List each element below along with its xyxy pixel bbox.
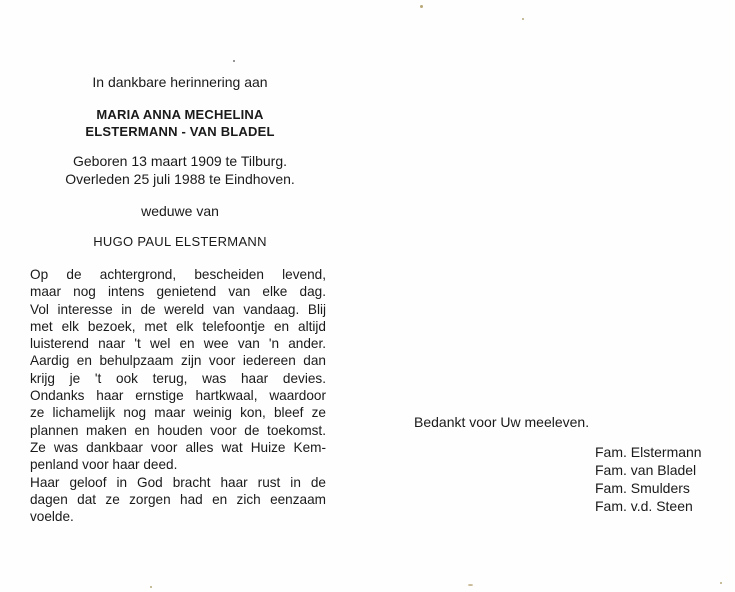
- paper-speck: [150, 586, 152, 588]
- birth-line: Geboren 13 maart 1909 te Tilburg.: [72, 153, 288, 169]
- memorial-text-line: luisterend naar 't wel en wee van 'n ander.: [30, 336, 326, 352]
- memorial-text-line: Haar geloof in God bracht haar rust in de: [30, 474, 326, 490]
- memorial-text: [30, 266, 326, 525]
- family-item: Fam. van Bladel: [595, 462, 697, 478]
- paper-speck: [468, 584, 473, 586]
- memorial-text-line: penland voor haar deed.: [30, 457, 178, 473]
- name-line-2: ELSTERMANN - VAN BLADEL: [85, 124, 275, 139]
- memorial-text-line: maar nog intens genietend van elke dag.: [30, 284, 326, 300]
- memorial-text-line: Ze was dankbaar voor alles wat Huize Kem-: [30, 439, 326, 455]
- memorial-text-line: met elk bezoek, met elk telefoontje en altijd: [30, 318, 326, 334]
- memorial-text-line: ze lichamelijk nog maar weinig kon, bleef ze: [30, 405, 326, 421]
- memorial-text-line: Vol interesse in de wereld van vandaag. Blij: [30, 301, 326, 317]
- husband-name: HUGO PAUL ELSTERMANN: [93, 234, 267, 249]
- left-panel: [30, 0, 330, 592]
- paper-speck: [233, 60, 235, 62]
- memorial-text-line: voelde.: [30, 509, 74, 525]
- widow-label: weduwe van: [141, 203, 219, 219]
- family-item: Fam. Elstermann: [595, 444, 702, 460]
- family-list: [595, 443, 702, 515]
- memorial-text-line: dagen dat ze zorgen had en zich eenzaam: [30, 491, 326, 507]
- paper-speck: [420, 5, 423, 8]
- life-dates: [30, 152, 330, 188]
- memorial-text-line: Aardig en behulpzaam zijn voor iedereen dan: [30, 353, 326, 369]
- memorial-text-line: plannen maken en houden voor de toekomst.: [30, 422, 326, 438]
- name-line-1: MARIA ANNA MECHELINA: [96, 107, 264, 122]
- paper-speck: [522, 18, 524, 20]
- memorial-text-line: Ondanks haar ernstige hartkwaal, waardoor: [30, 388, 326, 404]
- death-line: Overleden 25 juli 1988 te Eindhoven.: [65, 171, 295, 187]
- deceased-name: [30, 106, 330, 140]
- family-item: Fam. Smulders: [595, 480, 690, 496]
- right-panel: [410, 0, 720, 592]
- memorial-text-line: krijg je 't ook terug, was haar devies.: [30, 370, 326, 386]
- memorial-text-line: Op de achtergrond, bescheiden levend,: [30, 267, 326, 282]
- paper-speck: [720, 582, 722, 584]
- family-item: Fam. v.d. Steen: [595, 498, 693, 514]
- thanks-text: Bedankt voor Uw meeleven.: [414, 414, 590, 430]
- intro-text: In dankbare herinnering aan: [92, 74, 268, 90]
